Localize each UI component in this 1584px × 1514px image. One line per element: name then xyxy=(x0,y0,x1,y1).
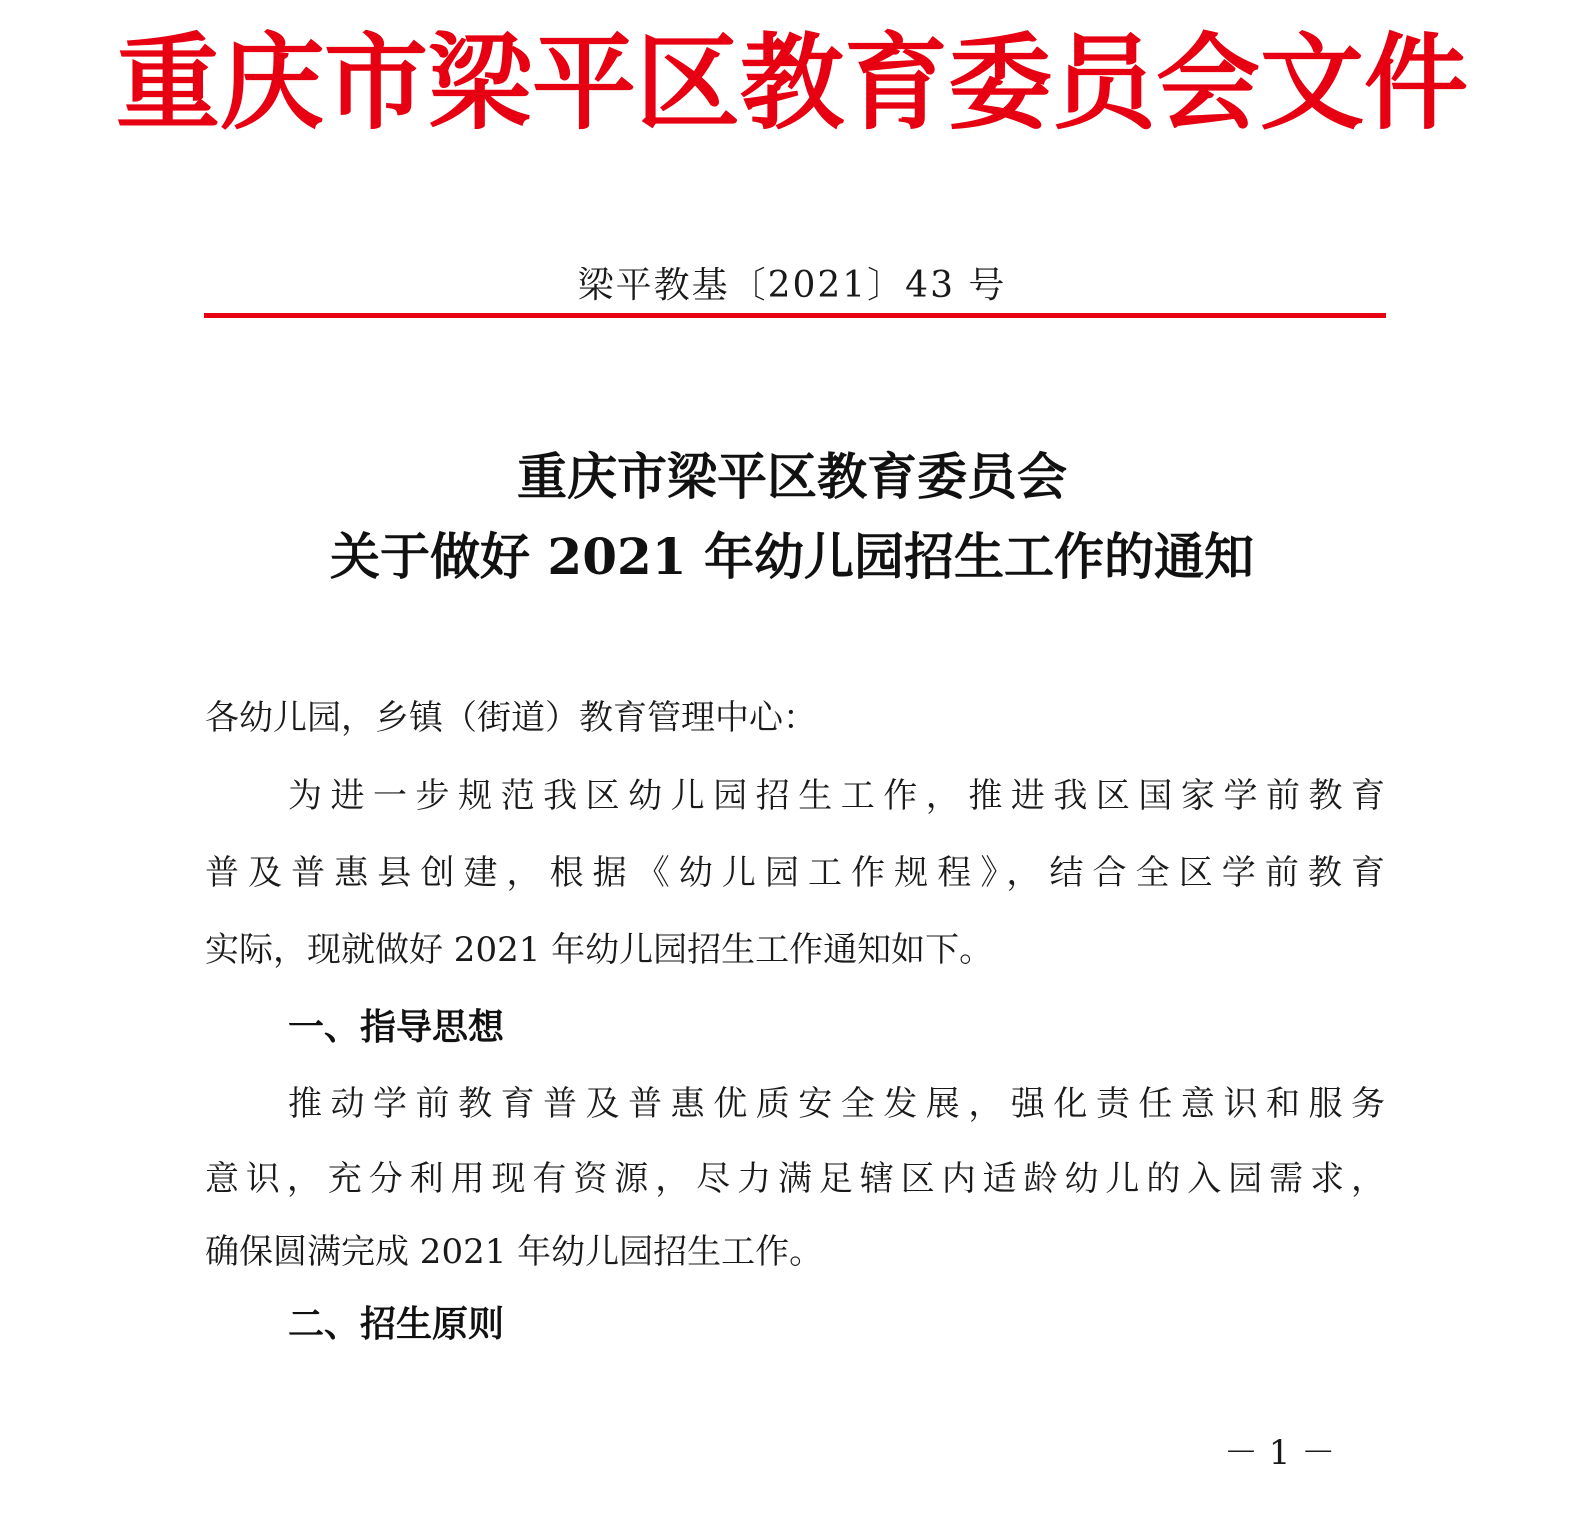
title-line-1: 重庆市梁平区教育委员会 xyxy=(517,447,1067,506)
section1-line-3: 确保圆满完成 2021 年幼儿园招生工作。 xyxy=(205,1232,824,1272)
intro-line-2: 普及普惠县创建，根据《幼儿园工作规程》，结合全区学前教育 xyxy=(205,853,1385,893)
section1-line-1: 推动学前教育普及普惠优质安全发展，强化责任意识和服务 xyxy=(288,1084,1385,1124)
red-divider-rule xyxy=(204,313,1386,318)
intro-line-1: 为进一步规范我区幼儿园招生工作，推进我区国家学前教育 xyxy=(288,776,1385,816)
document-number: 梁平教基〔2021〕43 号 xyxy=(577,265,1007,306)
intro-line-3: 实际，现就做好 2021 年幼儿园招生工作通知如下。 xyxy=(205,930,994,970)
issuer-banner: 重庆市梁平区教育委员会文件 xyxy=(115,21,1468,144)
section-heading-guiding-ideology: 一、指导思想 xyxy=(288,1007,505,1048)
page-number: － 1 － xyxy=(1224,1433,1336,1473)
addressee: 各幼儿园，乡镇（街道）教育管理中心： xyxy=(205,698,817,738)
section1-line-2: 意识，充分利用现有资源，尽力满足辖区内适龄幼儿的入园需求， xyxy=(205,1159,1385,1199)
title-line-2: 关于做好 2021 年幼儿园招生工作的通知 xyxy=(330,527,1254,586)
section-heading-enrollment-principles: 二、招生原则 xyxy=(288,1304,505,1345)
